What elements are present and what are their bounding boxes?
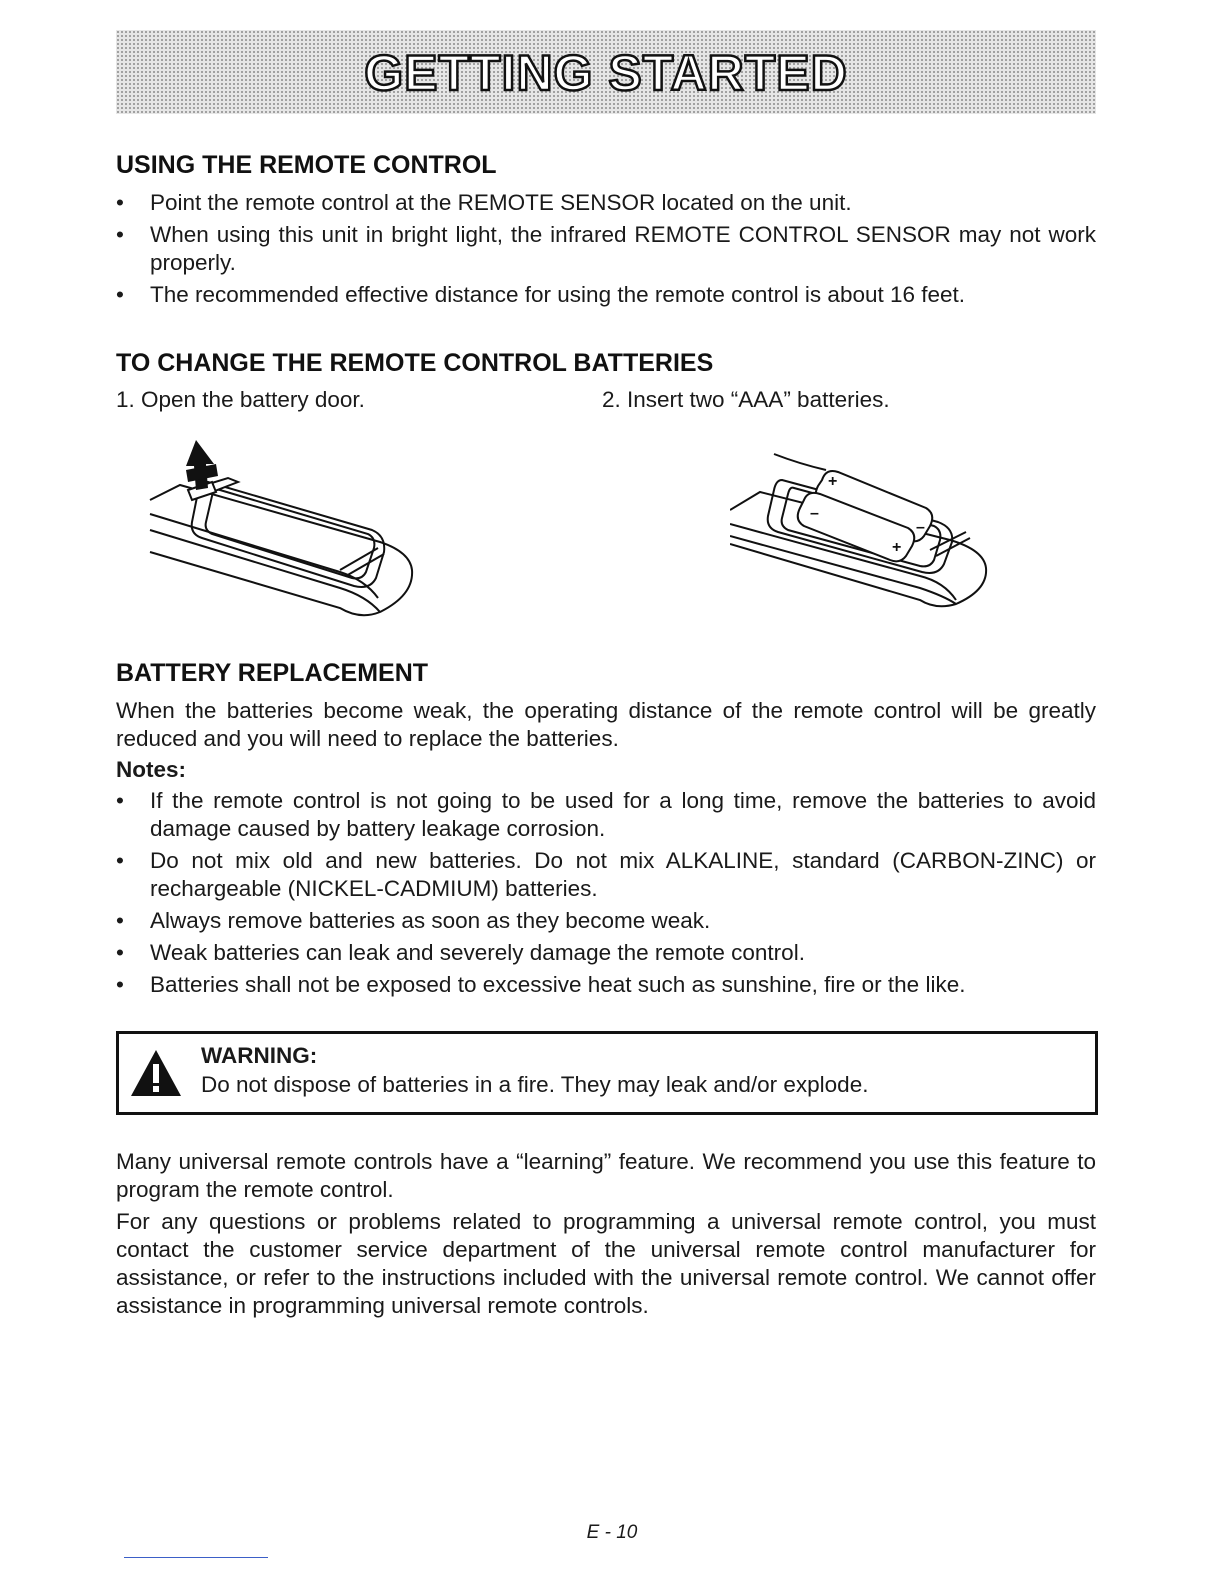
warning-title: WARNING: [201, 1043, 318, 1068]
warning-box [116, 1031, 1098, 1115]
warning-triangle-icon [129, 1048, 183, 1098]
minus-sign: – [916, 519, 925, 536]
divider [124, 1557, 268, 1558]
minus-sign: – [810, 505, 819, 522]
replacement-intro: When the batteries become weak, the operating distance of the remote control will be greatly reduced and you will need to replace the batteries. [116, 698, 1096, 751]
list-item: • The recommended effective distance for using the remote control is about 16 feet. [116, 281, 1096, 309]
section-banner [116, 30, 1096, 114]
remote-usage-list [116, 189, 1096, 313]
list-item: • If the remote control is not going to be used for a long time, remove the batteries to avoid damage caused by battery leakage corrosion. [116, 787, 1096, 843]
banner-title: GETTING STARTED [364, 45, 848, 101]
warning-text: Do not dispose of batteries in a fire. They may leak and/or explode. [201, 1072, 869, 1097]
heading-change-batteries: TO CHANGE THE REMOTE CONTROL BATTERIES [116, 349, 714, 377]
heading-battery-replacement: BATTERY REPLACEMENT [116, 659, 429, 687]
plus-sign: + [892, 539, 902, 556]
notes-list [116, 787, 1096, 1003]
list-item: • Always remove batteries as soon as they become weak. [116, 907, 1096, 935]
notes-label: Notes: [116, 757, 187, 782]
list-item: • When using this unit in bright light, the infrared REMOTE CONTROL SENSOR may not work properly. [116, 221, 1096, 277]
universal-remote-para-1: Many universal remote controls have a “learning” feature. We recommend you use this feature to program the remote control. [116, 1149, 1096, 1202]
universal-remote-para-2: For any questions or problems related to programming a universal remote control, you must contact the customer service department of the universal remote control manufacturer for assistance, or refer to the instructions included with the universal remote control. We cannot offer assistance in programming universal remote controls. [116, 1209, 1096, 1318]
heading-using-remote: USING THE REMOTE CONTROL [116, 151, 497, 179]
plus-sign: + [828, 473, 838, 490]
remote-insert-batteries-illustration [730, 440, 1000, 610]
list-item: • Point the remote control at the REMOTE SENSOR located on the unit. [116, 189, 1096, 217]
list-item: • Weak batteries can leak and severely damage the remote control. [116, 939, 1096, 967]
remote-open-door-illustration [140, 430, 430, 625]
list-item: • Batteries shall not be exposed to excessive heat such as sunshine, fire or the like. [116, 971, 1096, 999]
page-number: E - 10 [586, 1522, 638, 1543]
step-open-door: 1. Open the battery door. [116, 387, 365, 412]
list-item: • Do not mix old and new batteries. Do not mix ALKALINE, standard (CARBON-ZINC) or rechargeable (NICKEL-CADMIUM) batteries. [116, 847, 1096, 903]
step-insert-batteries: 2. Insert two “AAA” batteries. [602, 387, 890, 412]
